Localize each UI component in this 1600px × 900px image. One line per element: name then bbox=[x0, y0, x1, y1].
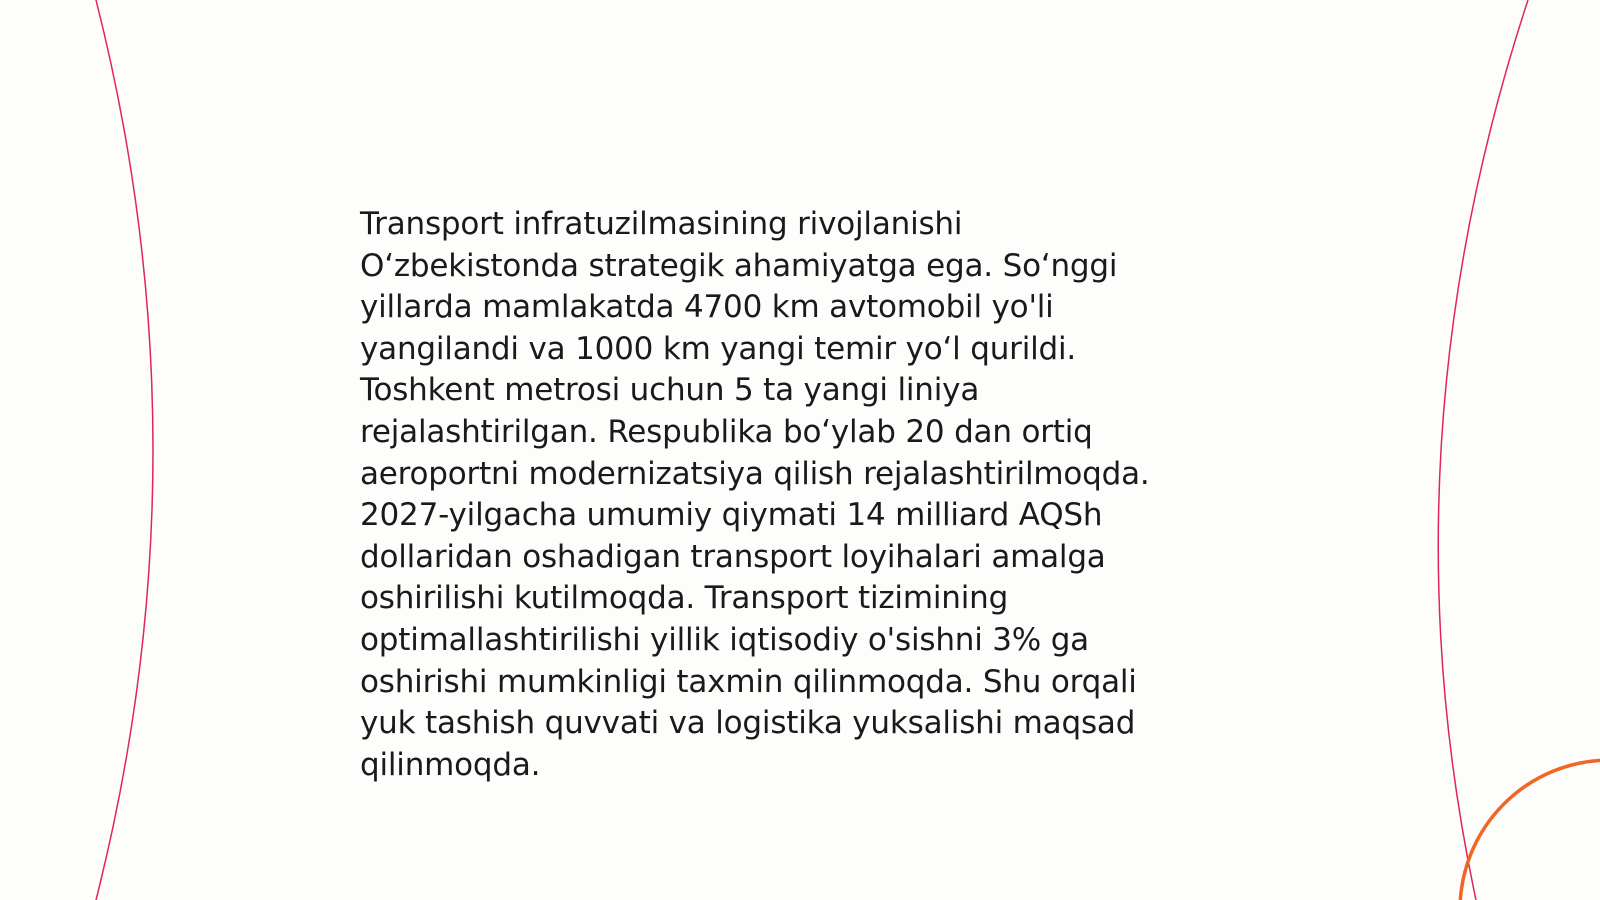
text-line: yillarda mamlakatda 4700 km avtomobil yo'li bbox=[360, 289, 1054, 326]
orange-arc bbox=[1460, 760, 1600, 900]
text-line: Transport infratuzilmasining rivojlanishi bbox=[360, 206, 963, 242]
text-line: aeroportni modernizatsiya qilish rejalashtirilmoqda. bbox=[360, 455, 1150, 492]
text-line: oshirishi mumkinligi taxmin qilinmoqda. Shu orqali bbox=[360, 663, 1137, 700]
text-line: yangilandi va 1000 km yangi temir yo‘l qurildi. bbox=[360, 330, 1077, 367]
text-line: qilinmoqda. bbox=[360, 746, 541, 783]
text-line: oshirilishi kutilmoqda. Transport tizimining bbox=[360, 580, 1009, 617]
text-line: rejalashtirilgan. Respublika bo‘ylab 20 dan ortiq bbox=[360, 413, 1093, 450]
right-arc bbox=[1438, 0, 1528, 900]
left-arc bbox=[96, 0, 153, 900]
text-line: Toshkent metrosi uchun 5 ta yangi liniya bbox=[360, 372, 980, 409]
body-paragraph bbox=[360, 204, 1220, 786]
text-line: dollaridan oshadigan transport loyihalari amalga bbox=[360, 538, 1106, 575]
text-line: optimallashtirilishi yillik iqtisodiy o'sishni 3% ga bbox=[360, 621, 1089, 658]
text-line: O‘zbekistonda strategik ahamiyatga ega. So‘nggi bbox=[360, 247, 1118, 284]
text-line: 2027-yilgacha umumiy qiymati 14 milliard AQSh bbox=[360, 497, 1103, 534]
text-line: yuk tashish quvvati va logistika yuksalishi maqsad bbox=[360, 705, 1136, 742]
